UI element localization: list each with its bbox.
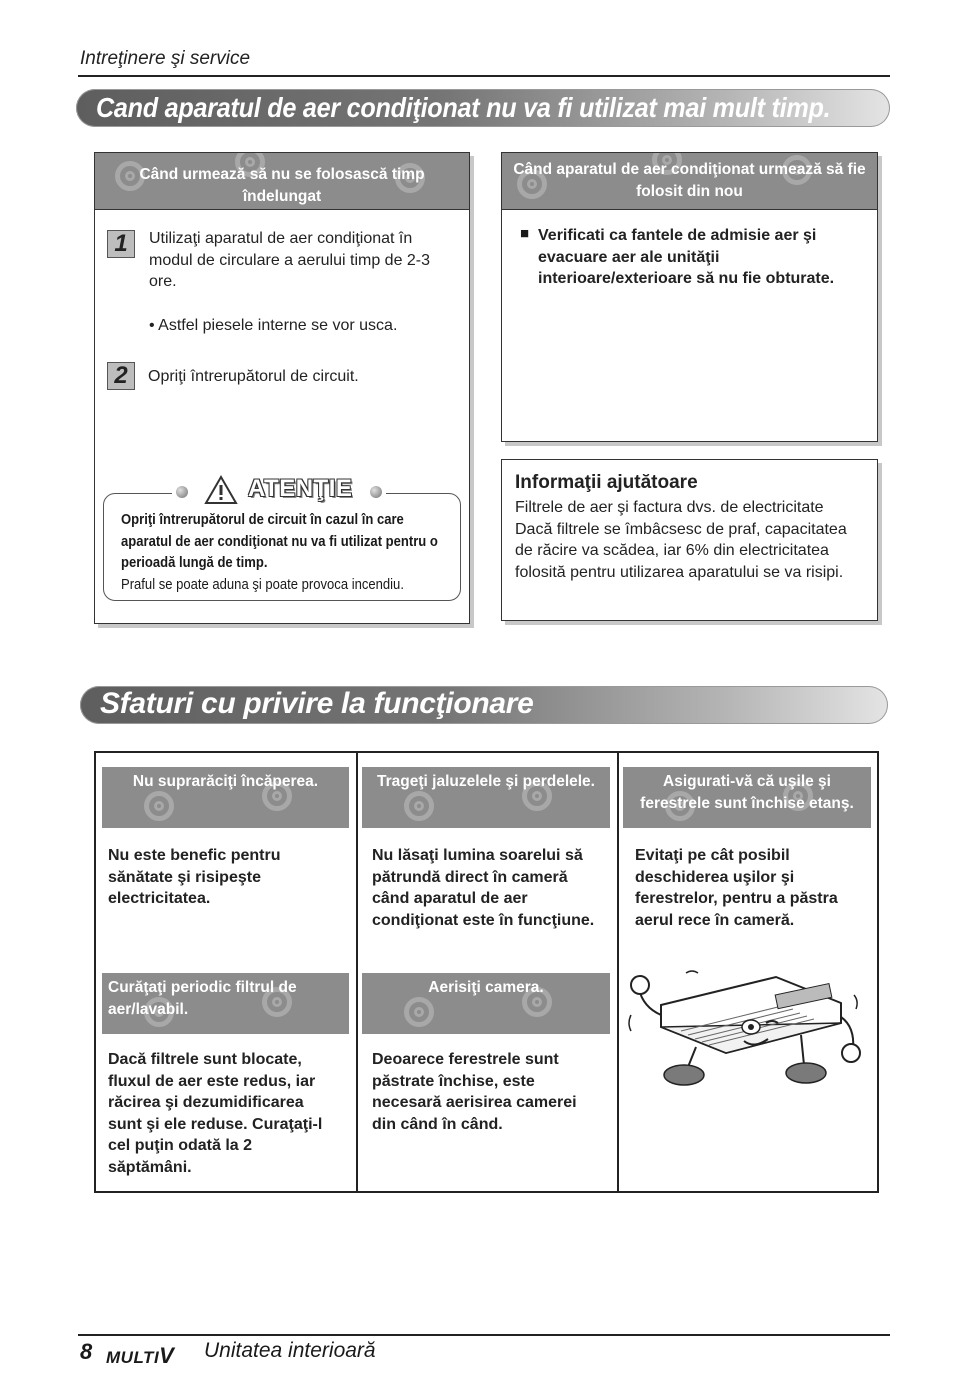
tip-title: Trageţi jaluzelele şi perdelele.: [377, 773, 595, 790]
grid-divider: [617, 753, 619, 1191]
warning-bold-text: Opriţi întrerupătorul de circuit în cazul în care aparatul de aer condiţionat nu va fi utilizat pentru o perioadă lungă de timp.: [121, 512, 438, 571]
air-conditioner-cartoon-icon: [626, 965, 866, 1095]
warning-normal-text: Praful se poate aduna şi poate provoca incendiu.: [121, 576, 404, 593]
brand-text: MULTI: [106, 1348, 160, 1367]
brand-logo: [106, 1343, 174, 1369]
bullet-square-icon: ■: [520, 225, 530, 242]
tip-title: Curăţaţi periodic filtrul de aer/lavabil.: [108, 979, 297, 1018]
tip-text: Nu este benefic pentru sănătate şi risipeşte electricitatea.: [108, 847, 281, 907]
section-banner-storage: [76, 89, 890, 127]
tip-header: [362, 767, 610, 828]
tip-text: Evitaţi pe cât posibil deschiderea uşilor şi ferestrelor, pentru a păstra aerul rece în cameră.: [635, 847, 838, 929]
warning-dot-icon: [176, 486, 188, 498]
section-header: Intreţinere şi service: [80, 48, 251, 69]
grid-divider: [356, 753, 358, 1191]
step-1-note: • Astfel piesele interne se vor usca.: [149, 317, 398, 334]
reuse-check-text: Verificati ca fantele de admisie aer şi evacuare aer ale unităţii interioare/exterioare să nu fie obturate.: [538, 227, 835, 287]
banner-title: Cand aparatul de aer condiţionat nu va fi utilizat mai mult timp.: [96, 92, 831, 123]
panel-header: [502, 153, 877, 210]
tip-title: Asigurati-vă că uşile şi ferestrele sunt închise etanş.: [640, 773, 854, 812]
footer-title: Unitatea interioară: [204, 1339, 376, 1362]
tip-title: Aerisiţi camera.: [428, 979, 544, 996]
panel-reuse: [501, 152, 878, 442]
step-1-badge: 1: [107, 230, 135, 258]
swirl-decor-icon: [404, 997, 434, 1027]
warning-triangle-icon: [204, 475, 238, 505]
swirl-decor-icon: [144, 791, 174, 821]
warning-dot-icon: [370, 486, 382, 498]
tip-header: [362, 973, 610, 1034]
tips-grid: [94, 751, 879, 1193]
warning-heading: [172, 474, 386, 508]
warning-title: ATENŢIE: [248, 475, 353, 502]
step-2-text: Opriţi întrerupătorul de circuit.: [148, 368, 359, 385]
tip-header: [623, 767, 871, 828]
panel-helpful-info: [501, 459, 878, 621]
info-text: Filtrele de aer şi factura dvs. de electricitate Dacă filtrele se îmbâcsesc de praf, capacitatea de răcire va scădea, iar 6% din electricitatea folosită pentru utilizarea aparatului se va risipi.: [515, 499, 847, 581]
tip-header: [102, 973, 349, 1034]
tip-text: Deoarece ferestrele sunt păstrate închise, este necesară aerisirea camerei din când în când.: [372, 1051, 577, 1133]
brand-v: V: [159, 1343, 175, 1368]
tip-text: Dacă filtrele sunt blocate, fluxul de aer este redus, iar răcirea şi dezumidificarea sunt şi ele reduse. Curaţaţi-l cel puţin odată la 2 săptămâni.: [108, 1051, 323, 1176]
step-1-text: Utilizaţi aparatul de aer condiţionat în modul de circulare a aerului timp de 2-3 ore.: [149, 230, 431, 290]
page-number: 8: [80, 1339, 93, 1364]
panel-header: [95, 153, 469, 210]
banner-title: Sfaturi cu privire la funcţionare: [100, 687, 534, 720]
swirl-decor-icon: [404, 791, 434, 821]
info-title: Informaţii ajutătoare: [515, 472, 698, 493]
panel-title: Când aparatul de aer condiţionat urmează să fie folosit din nou: [513, 161, 866, 200]
section-banner-tips: [80, 686, 888, 724]
tip-header: [102, 767, 349, 828]
header-divider: [78, 75, 890, 77]
warning-content: [121, 510, 455, 596]
tip-text: Nu lăsaţi lumina soarelui să pătrundă direct în cameră când aparatul de aer condiţionat este în funcţiune.: [372, 847, 595, 929]
step-2-badge: 2: [107, 362, 135, 390]
tip-title: Nu suprarăciţi încăperea.: [132, 773, 319, 790]
panel-title: Când urmează să nu se folosască timp îndelungat: [139, 166, 425, 205]
footer-divider: [78, 1334, 890, 1336]
